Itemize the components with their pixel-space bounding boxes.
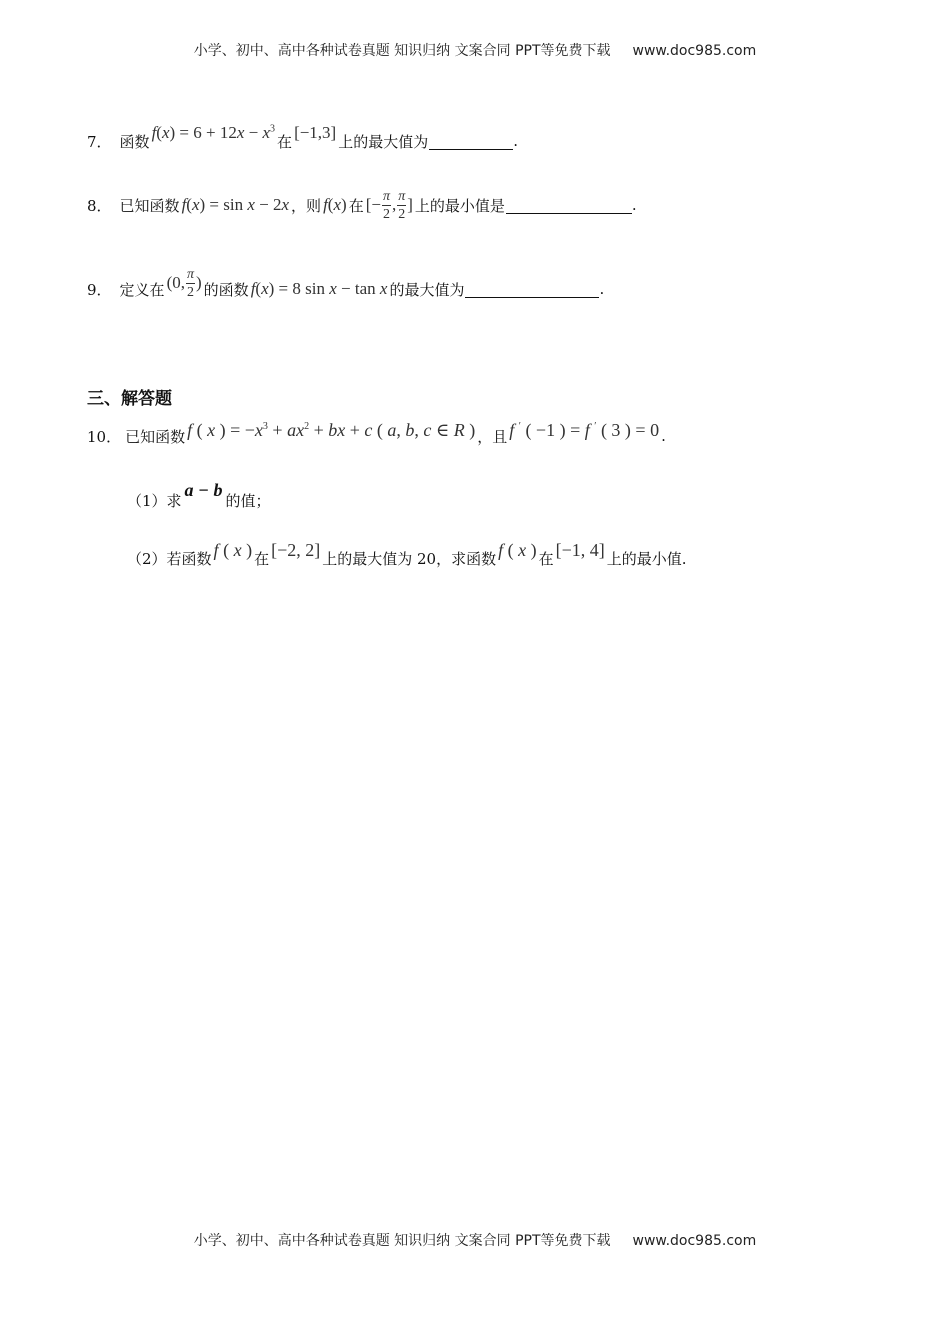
q8-answer-blank (506, 197, 632, 214)
q9-text-a: 定义在 (119, 280, 165, 299)
footer-site: www.doc985.com (632, 1233, 757, 1249)
q8-text-c: 在 (348, 196, 364, 215)
q9-text-c: 的最大值为 (389, 280, 465, 299)
q10-text-a: 已知函数 (125, 427, 186, 446)
q8-end: . (631, 196, 637, 214)
q8-number: 8． (87, 196, 112, 215)
q10-2-fx: f ( x ) (213, 539, 253, 560)
q8-text-a: 已知函数 (119, 196, 180, 215)
q10-2-text-a: 在 (254, 549, 270, 568)
header-text: 小学、初中、高中各种试卷真题 知识归纳 文案合同 PPT等免费下载 (193, 43, 611, 59)
page-footer (0, 1230, 950, 1250)
q8-interval: [− $\frac{\pi}{2}$ , $\frac{\pi}{2}$ ] (365, 188, 413, 222)
q10-2-text-d: 上的最小值. (606, 549, 687, 568)
q7-number: 7． (87, 132, 112, 151)
q10-end: . (661, 427, 666, 445)
q10-2-text-c: 在 (538, 549, 554, 568)
q8-function: f(x) = sin x − 2x (181, 195, 290, 214)
q9-function: f(x) = 8 sin x − tan x (250, 279, 388, 298)
q10-1-expr: a − b (184, 479, 223, 500)
q7-text-b: 在 (277, 132, 293, 151)
q7-interval: [−1,3] (294, 123, 337, 142)
question-8 (87, 182, 637, 228)
question-10-part-2 (127, 540, 687, 576)
question-9 (87, 266, 604, 312)
q8-fx: f(x) (323, 195, 347, 214)
q10-2-text-b: 上的最大值为 20，求函数 (322, 549, 497, 568)
section-title: 三、解答题 (87, 389, 172, 409)
q9-text-b: 的函数 (203, 280, 249, 299)
q10-1-label: （1）求 (127, 491, 182, 510)
q7-text-a: 函数 (119, 132, 150, 151)
q7-function: $f(x) = 6 + 12x - x^3$ (151, 123, 276, 142)
q10-number: 10． (87, 427, 122, 446)
q9-end: . (599, 280, 605, 298)
q10-2-label: （2）若函数 (127, 549, 212, 568)
q7-answer-blank (429, 133, 513, 150)
question-7 (87, 124, 518, 158)
q7-text-c: 上的最大值为 (338, 132, 429, 151)
q9-number: 9． (87, 280, 112, 299)
q10-2-interval1: [−2, 2] (271, 539, 321, 560)
q9-answer-blank (465, 281, 599, 298)
footer-text: 小学、初中、高中各种试卷真题 知识归纳 文案合同 PPT等免费下载 (193, 1233, 611, 1249)
q10-text-b: ，且 (477, 427, 508, 446)
q10-condition: f ′ ( −1 ) = f ′ ( 3 ) = 0 (509, 419, 660, 440)
header-site: www.doc985.com (632, 43, 757, 59)
q9-interval: (0, $\frac{\pi}{2}$ ) (166, 266, 202, 300)
q10-2-interval2: [−1, 4] (555, 539, 605, 560)
q7-end: . (513, 132, 519, 150)
page-header (0, 40, 950, 60)
q10-1-tail: 的值； (225, 491, 271, 510)
question-10 (87, 418, 666, 454)
q10-function: f ( x ) = $-x^3 + ax^2$ + bx + c ( a, b, c ∈ R ) (187, 419, 476, 440)
q10-2-fx2: f ( x ) (498, 539, 537, 560)
q8-text-d: 上的最小值是 (414, 196, 505, 215)
question-10-part-1 (127, 479, 271, 518)
q8-text-b: ，则 (291, 196, 322, 215)
